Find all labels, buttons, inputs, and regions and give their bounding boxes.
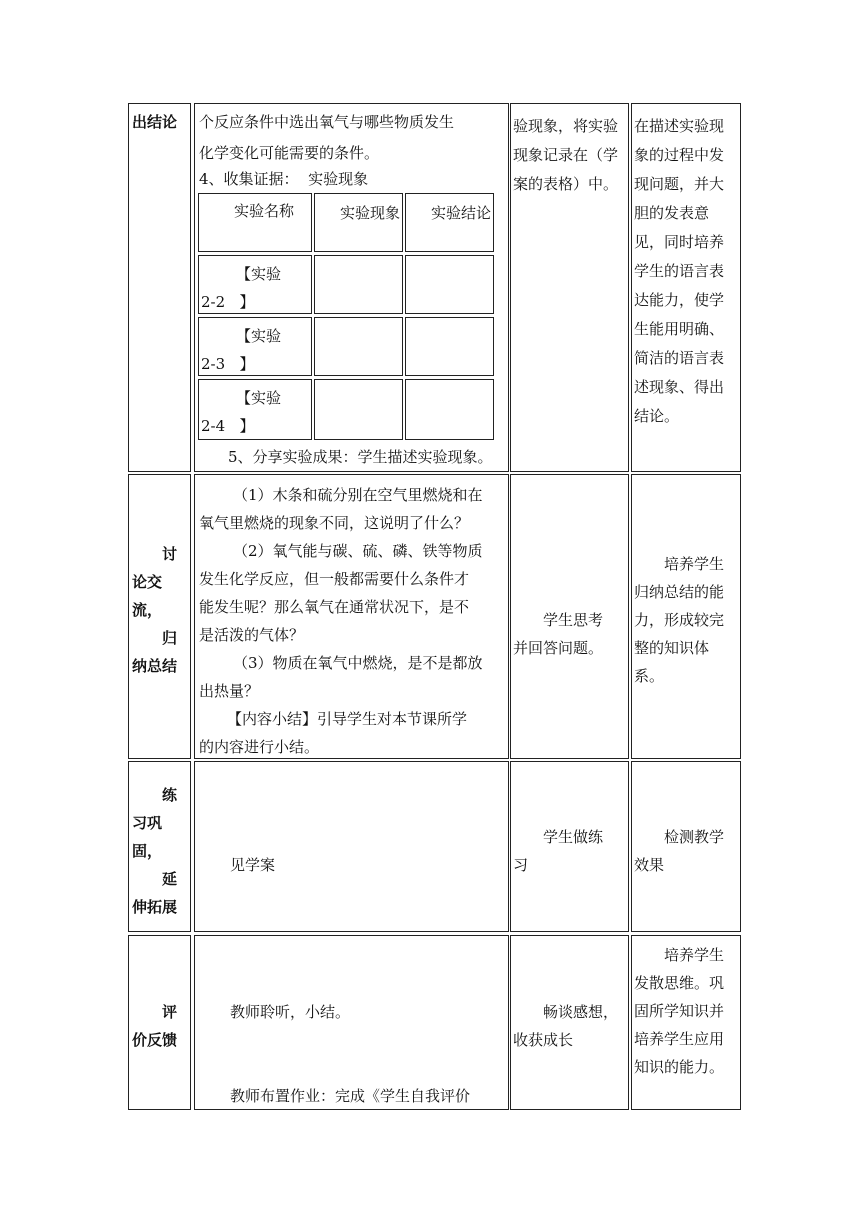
teacher-line: （2）氧气能与碳、硫、磷、铁等物质 [233,542,483,560]
teacher-line: 的内容进行小结。 [199,738,320,756]
experiment-phenomenon-cell [314,317,403,376]
intent-line: 培养学生应用 [634,1030,725,1048]
teacher-line: 【内容小结】引导学生对本节课所学 [227,710,468,728]
intent-line: 知识的能力。 [634,1058,725,1076]
stage-label: 流， [132,601,163,619]
teacher-line: 出热量？ [199,682,260,700]
experiment-name: 【实验 [236,327,282,345]
student-line: 畅谈感想， [543,1003,619,1021]
stage-label: 出结论 [132,113,178,131]
stage-label: 归 [162,629,178,647]
teacher-line: 能发生呢？那么氧气在通常状况下，是不 [199,598,470,616]
student-line: 收获成长 [513,1031,574,1049]
experiment-name: 【实验 [236,389,282,407]
intent-line: 系。 [634,667,665,685]
intent-line: 现问题，并大 [634,175,725,193]
intent-line: 发散思维。巩 [634,974,725,992]
teacher-line: 4、收集证据： 实验现象 [199,170,369,188]
teacher-line: （1）木条和硫分别在空气里燃烧和在 [233,486,483,504]
teacher-activity-cell [194,761,509,932]
experiment-name: 2-2 】 [201,293,255,311]
teacher-line: （3）物质在氧气中燃烧，是不是都放 [233,654,483,672]
stage-label: 固， [132,842,163,860]
intent-line: 培养学生 [664,946,725,964]
stage-label: 练 [162,786,178,804]
stage-label: 习巩 [132,814,163,832]
intent-line: 整的知识体 [634,639,710,657]
intent-line: 学生的语言表 [634,262,725,280]
student-line: 现象记录在（学 [513,146,619,164]
intent-line: 生能用明确、 [634,320,725,338]
stage-label: 论交 [132,573,163,591]
experiment-conclusion-cell [405,255,494,314]
stage-label: 评 [162,1003,178,1021]
intent-line: 达能力，使学 [634,291,725,309]
intent-line: 象的过程中发 [634,146,725,164]
stage-cell-feedback [128,935,191,1110]
intent-line: 简洁的语言表 [634,349,725,367]
share-line: 5、分享实验成果：学生描述实验现象。 [228,448,493,466]
experiment-header: 实验名称 [234,202,295,220]
experiment-conclusion-cell [405,317,494,376]
stage-label: 价反馈 [132,1031,178,1049]
teacher-line: 发生化学反应，但一般都需要什么条件才 [199,570,470,588]
teacher-line: 教师聆听，小结。 [230,1003,351,1021]
teacher-line: 见学案 [230,856,276,874]
experiment-header: 实验结论 [430,204,491,222]
stage-label: 讨 [162,545,178,563]
intent-line: 见，同时培养 [634,233,725,251]
intent-line: 述现象、得出 [634,378,725,396]
experiment-phenomenon-cell [314,379,403,440]
intent-line: 固所学知识并 [634,1002,725,1020]
intent-line: 培养学生 [664,555,725,573]
student-line: 并回答问题。 [513,639,604,657]
intent-line: 力，形成较完 [634,611,725,629]
teacher-line: 个反应条件中选出氧气与哪些物质发生 [199,113,455,131]
student-line: 案的表格）中。 [513,175,619,193]
student-line: 验现象，将实验 [513,117,619,135]
experiment-name: 2-4 】 [201,417,255,435]
teacher-line: 化学变化可能需要的条件。 [199,144,380,162]
student-line: 学生思考 [543,611,604,629]
student-line: 学生做练 [543,828,604,846]
intent-line: 归纳总结的能 [634,583,725,601]
stage-label: 延 [162,870,178,888]
experiment-name: 【实验 [236,265,282,283]
teacher-line: 是活泼的气体？ [199,626,305,644]
intent-line: 在描述实验现 [634,117,725,135]
intent-line: 检测教学 [664,828,725,846]
teacher-line: 氧气里燃烧的现象不同，这说明了什么？ [199,514,470,532]
intent-line: 胆的发表意 [634,204,710,222]
student-line: 习 [513,856,529,874]
stage-label: 伸拓展 [132,898,178,916]
stage-label: 纳总结 [132,657,178,675]
teacher-line: 教师布置作业：完成《学生自我评价 [230,1087,471,1105]
experiment-phenomenon-cell [314,255,403,314]
experiment-name: 2-3 】 [201,355,255,373]
intent-line: 效果 [634,856,665,874]
stage-cell-conclusion [128,103,191,472]
intent-line: 结论。 [634,407,680,425]
experiment-header: 实验现象 [339,204,400,222]
experiment-conclusion-cell [405,379,494,440]
